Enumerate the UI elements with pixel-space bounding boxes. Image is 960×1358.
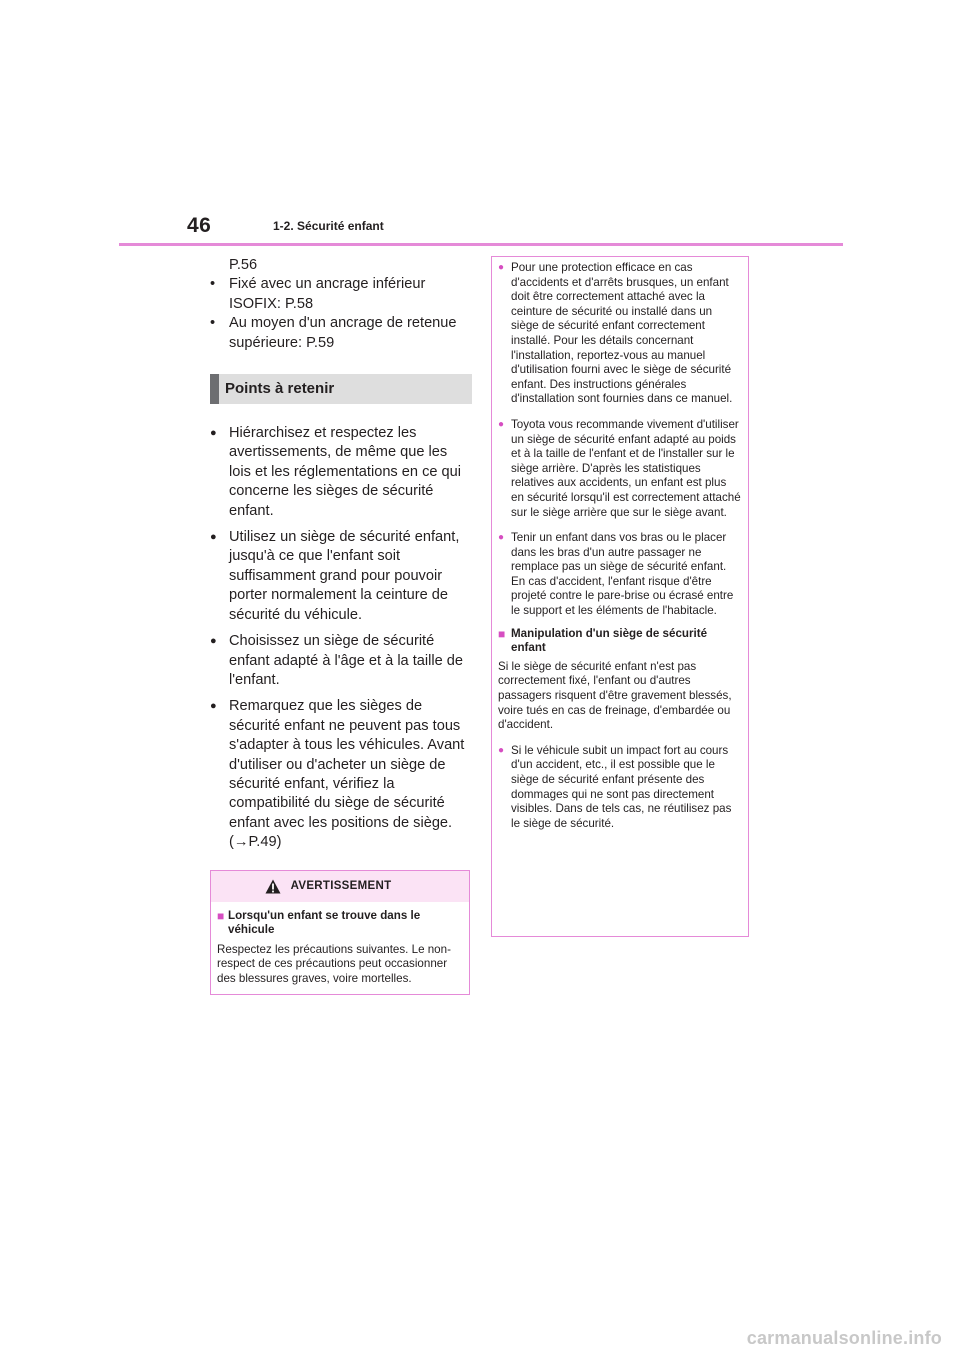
bullet-dot: ●: [210, 531, 217, 544]
list-item: [210, 314, 472, 353]
list-item: [210, 697, 472, 852]
warning-header: [211, 871, 469, 902]
bullet-dot: ●: [498, 262, 505, 273]
bullet-dot: ●: [210, 700, 217, 713]
subheading: [498, 627, 742, 656]
warning-body: [211, 902, 469, 987]
list-item: [498, 261, 742, 407]
warning-title: AVERTISSEMENT: [290, 879, 392, 892]
bullet-dot: •: [210, 276, 216, 293]
bullet-dot: ●: [210, 635, 217, 648]
list-item: [210, 424, 472, 521]
list-item-text: Remarquez que les sièges de sécurité enfant ne peuvent pas tous s'adapter à tous les véhicules. Avant d'utiliser ou d'acheter un siège de sécurité enfant, vérifiez la compatibilité du siège de sécurité enfant avec les positions de siège. (→P.49): [229, 698, 465, 851]
list-item: [210, 528, 472, 625]
bullet-dot: ●: [210, 427, 217, 440]
list-item-text: Au moyen d'un ancrage de retenue supérieure: P.59: [229, 315, 457, 351]
warning-text: Respectez les précautions suivantes. Le non-respect de ces précautions peut occasionner des blessures graves, voire mortelles.: [217, 942, 451, 985]
header-rule: [119, 243, 843, 246]
list-item-text: Hiérarchisez et respectez les avertissements, de même que les lois et les réglementations en ce qui concerne les sièges de sécurité enfant.: [229, 425, 462, 519]
paragraph: Si le siège de sécurité enfant n'est pas correctement fixé, l'enfant ou d'autres passagers risquent d'être gravement blessés, voire tués en cas de freinage, d'embardée ou d'accident.: [498, 659, 732, 732]
right-warning-box: [491, 256, 749, 937]
subheading-text: Manipulation d'un siège de sécurité enfant: [511, 626, 708, 655]
bullet-dot: ●: [498, 532, 505, 544]
bullet-dot: ●: [498, 418, 505, 430]
page-number: 46: [187, 214, 212, 237]
list-item: [210, 275, 472, 314]
square-marker: ■: [217, 908, 225, 923]
bullet-dot: ●: [498, 744, 505, 756]
list-item-text: Si le véhicule subit un impact fort au cours d'un accident, etc., il est possible que le siège de sécurité enfant présente des dommages qui ne sont pas directement visibles. Dans de tels cas, ne réutilisez pas le siège de sécurité.: [511, 743, 732, 830]
list-item-text: Toyota vous recommande vivement d'utiliser un siège de sécurité enfant adapté au poids et à la taille de l'enfant et de l'installer sur le siège arrière. D'après les statistiques relatives aux accidents, un enfant est plus en sécurité lorsqu'il est correctement attaché sur le siège arrière que sur le siège avant.: [511, 417, 741, 519]
continued-line: P.56: [229, 257, 258, 273]
warning-subheading-text: Lorsqu'un enfant se trouve dans le véhicule: [228, 908, 421, 937]
main-bullet-list: [210, 424, 472, 853]
list-item-text: Tenir un enfant dans vos bras ou le placer dans les bras d'un autre passager ne remplace pas un siège de sécurité enfant. En cas d'accident, l'enfant risque d'être projeté contre le pare-brise ou écrasé entre le support et les éléments de l'habitacle.: [511, 531, 734, 618]
watermark: carmanualsonline.info: [746, 1328, 942, 1348]
list-item-text: Choisissez un siège de sécurité enfant adapté à l'âge et à la taille de l'enfant.: [229, 633, 464, 688]
list-item-text: Pour une protection efficace en cas d'accidents et d'arrêts brusques, un enfant doit être correctement attaché avec la ceinture de sécurité ou installé dans un siège de sécurité enfant correctement installé. Pour les détails concernant l'installation, reportez-vous au manuel d'utilisation fourni avec le siège de sécurité enfant. Des instructions générales d'installation sont fournies dans ce manuel.: [511, 261, 733, 406]
square-marker: ■: [498, 626, 506, 641]
points-heading: Points à retenir: [210, 374, 472, 404]
section-title: 1-2. Sécurité enfant: [273, 219, 384, 233]
left-column: [210, 256, 472, 995]
list-item: [498, 531, 742, 619]
list-item-text: Utilisez un siège de sécurité enfant, jusqu'à ce que l'enfant soit suffisamment grand pour pouvoir porter normalement la ceinture de sécurité du véhicule.: [229, 529, 460, 623]
list-item: [498, 744, 742, 832]
warning-triangle-icon: [265, 879, 281, 894]
warning-box: [210, 870, 470, 995]
bullet-dot: •: [210, 315, 216, 332]
list-item: [498, 418, 742, 520]
list-item: [210, 632, 472, 690]
warning-subheading: [217, 909, 463, 938]
list-item-text: Fixé avec un ancrage inférieur ISOFIX: P.58: [229, 276, 426, 312]
